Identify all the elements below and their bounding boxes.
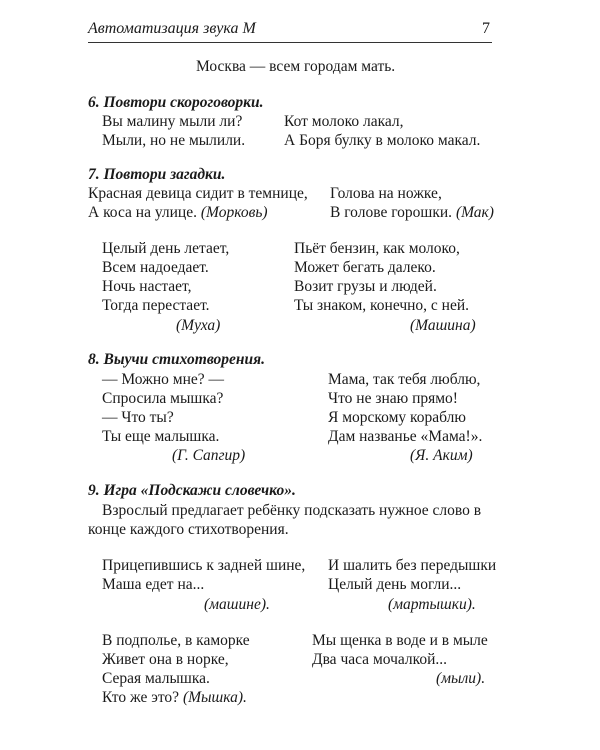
s7-r1-left-line-1: Красная девица сидит в темнице,: [88, 185, 308, 202]
s7-r2-right-line-4: Ты знаком, конечно, с ней.: [294, 297, 470, 314]
s9-r2-left-line-1: В подполье, в каморке: [102, 632, 250, 649]
s9-r2-left-line-4: Кто же это? (Мышка).: [102, 689, 247, 706]
section-6-title: 6. Повтори скороговорки.: [88, 94, 264, 111]
s7-r2-left-line-2: Всем надоедает.: [102, 259, 209, 276]
page-number: 7: [482, 20, 490, 37]
s8-left-line-2: Спросила мышка?: [102, 390, 224, 407]
s8-right-line-2: Что не знаю прямо!: [328, 390, 458, 407]
s6-left-line-1: Вы малину мыли ли?: [102, 113, 243, 130]
s9-r1-right-line-1: И шалить без передышки: [328, 557, 497, 574]
s7-r2-right-line-1: Пьёт бензин, как молоко,: [294, 240, 460, 257]
s6-right-line-1: Кот молоко лакал,: [284, 113, 404, 130]
section-7-title: 7. Повтори загадки.: [88, 166, 226, 183]
running-header: [88, 20, 492, 43]
s6-right-line-2: А Боря булку в молоко макал.: [284, 132, 481, 149]
s7-r2-right-answer: (Машина): [410, 317, 476, 334]
s7-r2-left-line-4: Тогда перестает.: [102, 297, 210, 314]
s7-r1-left-answer: (Морковь): [200, 204, 268, 221]
s7-r2-left-answer: (Муха): [176, 317, 221, 334]
s7-r2-left-line-1: Целый день летает,: [102, 240, 230, 257]
s9-r1-left-answer: (машине).: [204, 596, 270, 613]
section-9-title: 9. Игра «Подскажи словечко».: [88, 482, 296, 499]
s8-left-line-1: — Можно мне? —: [102, 371, 225, 388]
s7-r1-right-line-1: Голова на ножке,: [330, 185, 442, 202]
s9-intro-line-2: конце каждого стихотворения.: [88, 521, 289, 538]
s8-right-line-1: Мама, так тебя люблю,: [328, 371, 481, 388]
s7-r1-right-line-2: В голове горошки. (Мак): [330, 204, 494, 221]
s9-r1-left-line-1: Прицепившись к задней шине,: [102, 557, 306, 574]
s8-right-author: (Я. Аким): [410, 447, 473, 464]
proverb: Москва — всем городам мать.: [196, 58, 396, 75]
s9-r2-right-line-1: Мы щенка в воде и в мыле: [312, 632, 488, 649]
header-title: Автоматизация звука М: [88, 20, 256, 37]
s7-r2-right-line-3: Возит грузы и людей.: [294, 278, 437, 295]
s9-r1-right-line-2: Целый день могли...: [328, 576, 462, 593]
s8-right-line-4: Дам названье «Мама!».: [328, 428, 483, 445]
s8-left-line-4: Ты еще малышка.: [102, 428, 220, 445]
s7-r1-left-line-2: А коса на улице. (Морковь): [88, 204, 268, 221]
s7-r2-right-line-2: Может бегать далеко.: [294, 259, 436, 276]
s9-r2-left-line-3: Серая малышка.: [102, 670, 210, 687]
s9-r1-left-line-2: Маша едет на...: [102, 576, 205, 593]
s9-r1-right-answer: (мартышки).: [388, 596, 476, 613]
s9-r2-right-answer: (мыли).: [436, 670, 486, 687]
s8-right-line-3: Я морскому кораблю: [328, 409, 466, 426]
s6-left-line-2: Мыли, но не мылили.: [102, 132, 246, 149]
s8-left-author: (Г. Сапгир): [172, 447, 246, 464]
s7-r2-left-line-3: Ночь настает,: [102, 278, 192, 295]
s9-intro-line-1: Взрослый предлагает ребёнку подсказать нужное слово в: [102, 502, 482, 519]
s8-left-line-3: — Что ты?: [102, 409, 174, 426]
s9-r2-left-line-2: Живет она в норке,: [102, 651, 229, 668]
s9-r2-left-answer: (Мышка).: [182, 689, 247, 706]
s7-r1-right-answer: (Мак): [455, 204, 494, 221]
section-8-title: 8. Выучи стихотворения.: [88, 351, 266, 368]
s9-r2-right-line-2: Два часа мочалкой...: [312, 651, 448, 668]
